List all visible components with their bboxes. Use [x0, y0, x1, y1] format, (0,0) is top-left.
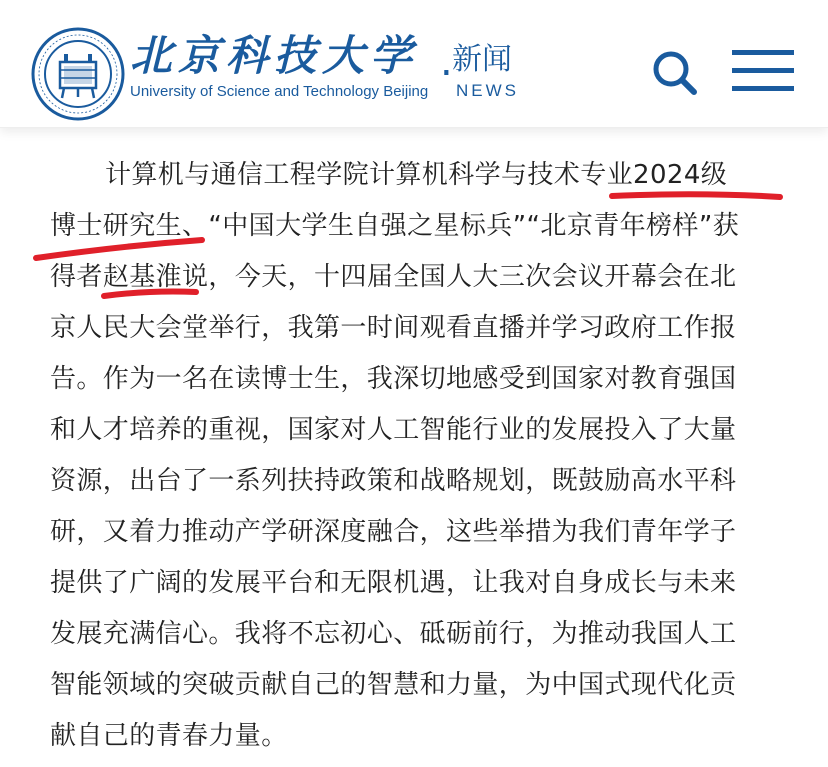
hamburger-menu-icon: [732, 48, 794, 94]
university-seal-icon[interactable]: [30, 26, 126, 122]
article-body: [50, 150, 790, 762]
brand-name-cn: 北京科技大学: [130, 31, 419, 80]
article-line: [50, 201, 790, 252]
article-text: 计算机与通信工程学院计算机科学与技术: [105, 160, 581, 190]
site-header: [0, 0, 828, 128]
article-text: 得者: [50, 262, 103, 292]
brand-separator-dot: .: [440, 39, 453, 85]
highlighted-phrase: 赵基淮: [102, 262, 183, 292]
menu-button[interactable]: [732, 48, 794, 94]
article-text: 发展充满信心。我将不忘初心、砥砺前行，为推动我国人工: [50, 619, 737, 649]
article-line: [50, 609, 790, 660]
article-text: 献自己的青春力量。: [50, 721, 288, 751]
article-text: 提供了广阔的发展平台和无限机遇，让我对自身成长与未来: [50, 568, 737, 598]
article-text: 、“中国大学生自强之星标兵”“北京青年榜样”获: [182, 211, 740, 241]
section-title-en: NEWS: [456, 81, 519, 100]
brand-name-en: University of Science and Technology Beijing: [130, 83, 429, 100]
highlighted-phrase: 博士研究生: [50, 211, 183, 241]
article-text: 说，今天，十四届全国人大三次会议开幕会在北: [182, 262, 737, 292]
article-line: [50, 660, 790, 711]
article-line: [50, 252, 790, 303]
brand-block[interactable]: [130, 30, 580, 110]
article-line: [50, 456, 790, 507]
article-line: [50, 150, 790, 201]
search-icon: [652, 50, 698, 96]
article-line: [50, 405, 790, 456]
article-text: 告。作为一名在读博士生，我深切地感受到国家对教育强国: [50, 364, 737, 394]
article-text: 研，又着力推动产学研深度融合，这些举措为我们青年学子: [50, 517, 737, 547]
article-line: [50, 354, 790, 405]
article-text: 智能领域的突破贡献自己的智慧和力量，为中国式现代化贡: [50, 670, 737, 700]
article-text: 资源，出台了一系列扶持政策和战略规划，既鼓励高水平科: [50, 466, 737, 496]
section-title-cn: 新闻: [452, 42, 512, 77]
article-line: [50, 507, 790, 558]
highlighted-phrase: 专业2024级: [580, 160, 728, 190]
article-text: 京人民大会堂举行，我第一时间观看直播并学习政府工作报: [50, 313, 737, 343]
article-line: [50, 303, 790, 354]
article-line: [50, 558, 790, 609]
search-button[interactable]: [652, 50, 698, 96]
article-line: [50, 711, 790, 762]
article-text: 和人才培养的重视，国家对人工智能行业的发展投入了大量: [50, 415, 737, 445]
